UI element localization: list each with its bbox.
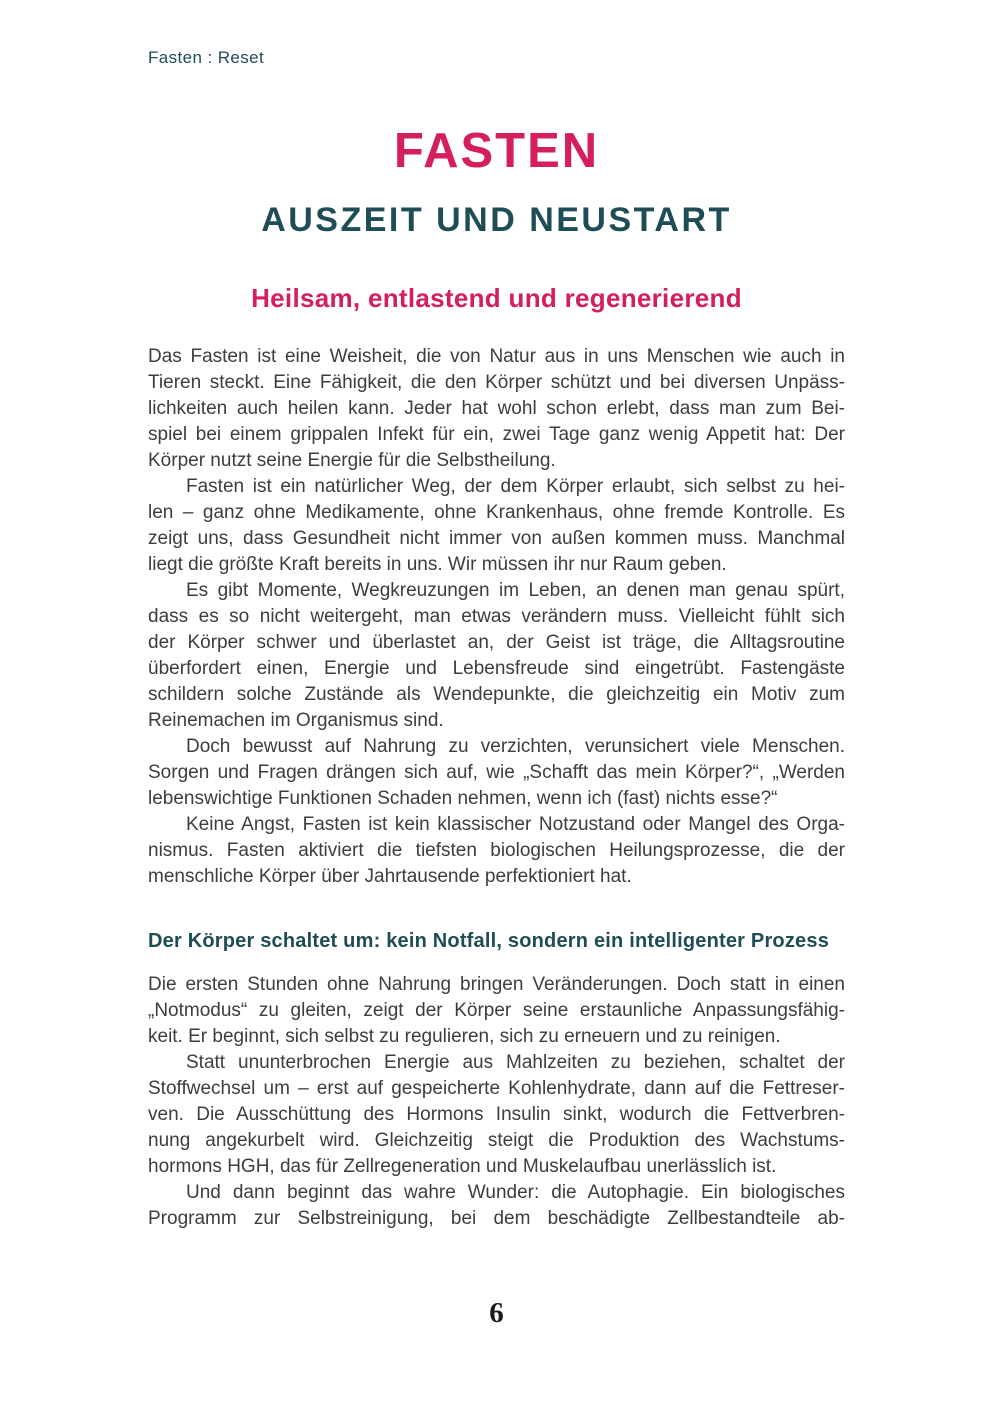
paragraph-line: liegt die größte Kraft bereits in uns. Wir müssen ihr nur Raum geben. <box>148 554 727 575</box>
running-header: Fasten : Reset <box>148 48 265 67</box>
paragraph-line: Reinemachen im Organismus sind. <box>148 710 444 731</box>
paragraph-line: menschliche Körper über Jahrtausende perfektioniert hat. <box>148 866 632 887</box>
paragraph-line: Es gibt Momente, Wegkreuzungen im Leben, an denen man genau spürt, <box>186 580 845 601</box>
chapter-tagline: Heilsam, entlastend und regenerierend <box>251 283 742 313</box>
paragraph-line: Körper nutzt seine Energie für die Selbstheilung. <box>148 450 556 471</box>
paragraph-line: schildern solche Zustände als Wendepunkte, die gleichzeitig ein Motiv zum <box>148 684 845 705</box>
paragraph <box>148 972 845 1050</box>
paragraph-line: Stoffwechsel um – erst auf gespeicherte Kohlenhydrate, dann auf die Fettreser- <box>148 1078 845 1099</box>
paragraph-line: Tieren steckt. Eine Fähigkeit, die den Körper schützt und bei diversen Unpäss- <box>148 372 845 393</box>
paragraph-line: Die ersten Stunden ohne Nahrung bringen Veränderungen. Doch statt in einen <box>148 974 845 995</box>
paragraph-line: Fasten ist ein natürlicher Weg, der dem Körper erlaubt, sich selbst zu hei- <box>186 476 845 497</box>
paragraph-line: lebenswichtige Funktionen Schaden nehmen, wenn ich (fast) nichts esse?“ <box>148 788 778 809</box>
section-heading: Der Körper schaltet um: kein Notfall, sondern ein intelligenter Prozess <box>148 930 830 952</box>
paragraph-line: Statt ununterbrochen Energie aus Mahlzeiten zu beziehen, schaltet der <box>186 1052 845 1073</box>
paragraph-line: nismus. Fasten aktiviert die tiefsten biologischen Heilungsprozesse, die der <box>148 840 845 861</box>
paragraph <box>148 1050 845 1180</box>
paragraph <box>148 1180 845 1232</box>
paragraph-line: nung angekurbelt wird. Gleichzeitig steigt die Produktion des Wachstums- <box>148 1130 845 1151</box>
paragraph-line: len – ganz ohne Medikamente, ohne Krankenhaus, ohne fremde Kontrolle. Es <box>148 502 845 523</box>
body-text <box>148 344 845 1232</box>
paragraph-line: lichkeiten auch heilen kann. Jeder hat wohl schon erlebt, dass man zum Bei- <box>148 398 845 419</box>
paragraph-line: Doch bewusst auf Nahrung zu verzichten, verunsichert viele Menschen. <box>186 736 845 757</box>
paragraph-line: ven. Die Ausschüttung des Hormons Insulin sinkt, wodurch die Fettverbren- <box>148 1104 845 1125</box>
paragraph-line: Das Fasten ist eine Weisheit, die von Natur aus in uns Menschen wie auch in <box>148 346 845 367</box>
paragraph-line: „Notmodus“ zu gleiten, zeigt der Körper seine erstaunliche Anpassungsfähig- <box>148 1000 845 1021</box>
paragraph <box>148 578 845 734</box>
chapter-subtitle: AUSZEIT UND NEUSTART <box>261 201 732 239</box>
paragraph <box>148 812 845 890</box>
paragraph-line: überfordert einen, Energie und Lebensfreude sind eingetrübt. Fastengäste <box>148 658 845 679</box>
paragraph-line: keit. Er beginnt, sich selbst zu regulieren, sich zu erneuern und zu reinigen. <box>148 1026 781 1047</box>
paragraph <box>148 344 845 474</box>
paragraph-line: Programm zur Selbstreinigung, bei dem beschädigte Zellbestandteile ab- <box>148 1208 845 1229</box>
page-number: 6 <box>489 1297 504 1329</box>
paragraph-line: zeigt uns, dass Gesundheit nicht immer von außen kommen muss. Manchmal <box>148 528 845 549</box>
paragraph-line: Sorgen und Fragen drängen sich auf, wie „Schafft das mein Körper?“, „Werden <box>148 762 845 783</box>
paragraph-line: dass es so nicht weitergeht, man etwas verändern muss. Vielleicht fühlt sich <box>148 606 845 627</box>
paragraph-line: der Körper schwer und überlastet an, der Geist ist träge, die Alltagsroutine <box>148 632 845 653</box>
paragraph-line: Keine Angst, Fasten ist kein klassischer Notzustand oder Mangel des Orga- <box>186 814 845 835</box>
paragraph <box>148 734 845 812</box>
paragraph-line: hormons HGH, das für Zellregeneration und Muskelaufbau unerlässlich ist. <box>148 1156 777 1177</box>
paragraph <box>148 474 845 578</box>
paragraph-line: Und dann beginnt das wahre Wunder: die Autophagie. Ein biologisches <box>186 1182 845 1203</box>
chapter-title: FASTEN <box>393 124 600 178</box>
paragraph-line: spiel bei einem grippalen Infekt für ein, zwei Tage ganz wenig Appetit hat: Der <box>148 424 845 445</box>
